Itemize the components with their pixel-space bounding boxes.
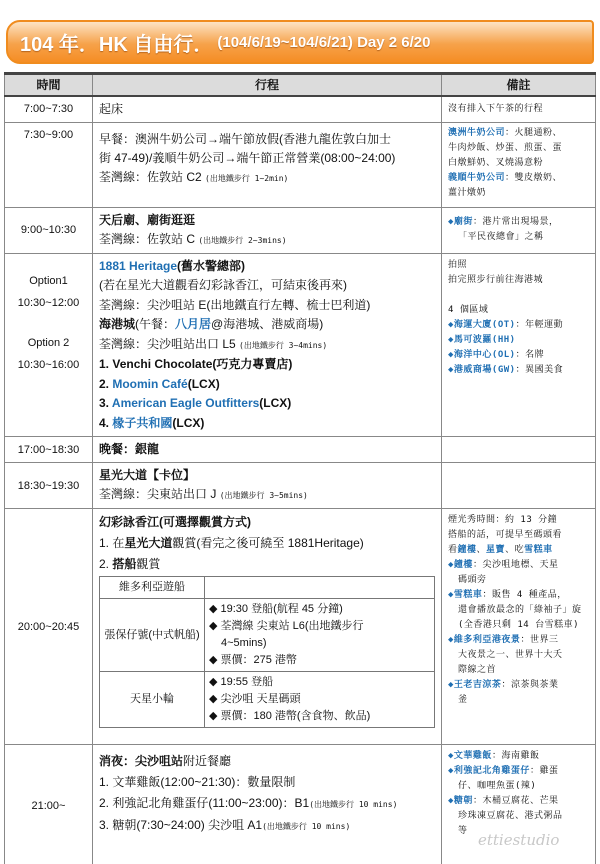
note-text: 「平民夜總會」之稱 xyxy=(458,232,544,242)
note-place: 王老吉涼茶 xyxy=(453,680,502,690)
activity-title: 天后廟、廟街逛逛 xyxy=(99,212,196,227)
option-text: 搭船 xyxy=(112,557,137,571)
boat-detail xyxy=(205,672,435,728)
note-line xyxy=(448,348,589,363)
table-row xyxy=(5,463,596,509)
note-text: 、 xyxy=(476,545,487,555)
list-item xyxy=(99,414,435,434)
list-item xyxy=(99,555,435,574)
note-line xyxy=(448,678,589,693)
note-line xyxy=(448,126,589,141)
diamond-bullet-icon: ◆ xyxy=(448,560,454,570)
table-row xyxy=(5,96,596,123)
note-text: 仔、咖哩魚蛋(辣) xyxy=(458,781,537,791)
option-place: 星光大道 xyxy=(124,536,173,550)
note-text: 等 xyxy=(458,826,468,836)
note-cell: 沒有排入下午茶的行程 xyxy=(442,96,596,123)
diamond-bullet-icon: ◆ xyxy=(448,334,454,345)
shop-name: American Eagle Outfitters xyxy=(111,396,260,410)
option-text: 觀賞 xyxy=(136,557,161,571)
note-place: 澳洲牛奶公司 xyxy=(448,127,506,138)
note-text: 白燉鮮奶、叉燒湯意粉 xyxy=(448,157,544,168)
mrt-text: 荃灣線：尖沙咀站出口 L5 xyxy=(99,336,236,351)
mrt-line xyxy=(99,485,435,505)
note-line xyxy=(448,588,589,603)
option-text: 觀賞(看完之後可繞至 1881Heritage) xyxy=(172,536,364,550)
harbour-city: 海港城 xyxy=(99,317,136,331)
note-text: ：雙皮燉奶、 xyxy=(505,172,563,183)
note-text: 搭船的話，可提早至碼頭看 xyxy=(448,530,563,540)
activity-title: 幻彩詠香江(可選擇觀賞方式) xyxy=(99,515,251,529)
supper-title xyxy=(99,751,435,772)
list-item xyxy=(99,815,435,837)
lunch-location: @海港城、港威商場) xyxy=(211,317,324,331)
activity-title: 星光大道【卡位】 xyxy=(99,468,196,482)
itinerary-cell xyxy=(93,253,442,437)
note-place: 雪糕車 xyxy=(453,590,483,600)
detail-text: 4~5mins) xyxy=(221,637,267,649)
note-text: 4 個區域 xyxy=(448,304,489,315)
itinerary-cell xyxy=(93,745,442,864)
list-num: 3. xyxy=(99,396,110,410)
note-place: 維多利亞港夜景 xyxy=(453,635,521,645)
zone-name: 港威商場(GW) xyxy=(453,364,516,375)
boat-detail-item: ◆ 票價：180 港幣(含食物、飲品) xyxy=(209,710,371,722)
note-place: 星寶 xyxy=(486,545,506,555)
note-line xyxy=(448,764,589,779)
note-text: (全香港只剩 14 台雪糕車) xyxy=(458,620,580,630)
list-item xyxy=(99,772,435,793)
zone-name: 海洋中心(OL) xyxy=(453,349,516,360)
option-1-time: 10:30~12:00 xyxy=(17,296,80,309)
supper-text: 附近餐廳 xyxy=(183,754,232,768)
boat-detail-item: ◆ 票價：275 港幣 xyxy=(209,654,297,666)
mrt-walk: (出地鐵步行 10 mins) xyxy=(309,800,398,809)
note-place: 廟街 xyxy=(453,217,473,227)
list-item xyxy=(99,534,435,553)
table-row xyxy=(5,253,596,437)
itinerary-cell xyxy=(93,437,442,463)
note-text: 還會播放最念的「綠袖子」旋 xyxy=(458,605,582,615)
mrt-text: 荃灣線：尖沙咀站 E(出地鐵直行左轉、梳士巴利道) xyxy=(99,297,371,312)
diamond-bullet-icon: ◆ xyxy=(448,217,454,227)
note-text: ：世界三 xyxy=(520,635,559,645)
diamond-bullet-icon: ◆ xyxy=(448,349,454,360)
note-line xyxy=(448,171,589,186)
zone-desc: ：年輕運動 xyxy=(515,319,564,330)
zone-desc: ：異國美食 xyxy=(515,364,564,375)
note-text: ：港片常出現場景， xyxy=(472,217,559,227)
boat-row xyxy=(100,672,435,728)
shop-desc: (LCX) xyxy=(187,376,220,391)
note-text: ：販售 4 種產品， xyxy=(482,590,567,600)
note-text: 煙光秀時間：約 13 分鐘 xyxy=(448,515,558,525)
zone-desc: ：名牌 xyxy=(515,349,545,360)
boat-detail xyxy=(205,577,435,599)
restaurant: 糖朝(7:30~24:00) 尖沙咀 A1 xyxy=(112,818,263,832)
mrt-walk: (出地鐵步行 3~5mins) xyxy=(219,491,308,500)
header-row xyxy=(5,74,596,96)
zone-name: 海運大廈(OT) xyxy=(453,319,516,330)
shop-name: 椽子共和國 xyxy=(112,415,173,430)
mrt-walk: (出地鐵步行 1~2min) xyxy=(205,173,289,183)
header-itinerary: 行程 xyxy=(93,74,442,96)
detail-text: 票價：275 港幣 xyxy=(220,654,297,666)
lunch-label: (午餐： xyxy=(135,317,176,331)
time-cell: 9:00~10:30 xyxy=(5,207,93,253)
shop-name: Moomin Café xyxy=(112,376,188,391)
boat-detail-item: ◆ 荃灣線 尖東站 L6(出地鐵步行 xyxy=(209,620,364,632)
note-text: 拍完照步行前往海港城 xyxy=(448,274,544,285)
note-text: ：木桶豆腐花、芒果 xyxy=(472,796,559,806)
note-line xyxy=(448,794,589,809)
boat-category: 維多利亞遊船 xyxy=(100,577,205,599)
option-2-label: Option 2 xyxy=(27,336,70,349)
table-row xyxy=(5,509,596,745)
boat-detail-item: ◆ 19:30 登船(航程 45 分鐘) xyxy=(209,603,343,615)
mrt-text: 荃灣線：佐敦站 C2 xyxy=(99,169,202,184)
note-text: 、吃 xyxy=(505,545,525,555)
note-line xyxy=(448,749,589,764)
detail-text: 票價：180 港幣(含食物、飲品) xyxy=(220,710,371,722)
note-line xyxy=(448,333,589,348)
heritage-line xyxy=(99,257,435,277)
note-text: 牛肉炒飯、炒蛋、煎蛋、蛋 xyxy=(448,142,563,153)
boat-row xyxy=(100,599,435,672)
itinerary-table xyxy=(4,72,596,864)
note-cell xyxy=(442,207,596,253)
mrt-text: 荃灣線：佐敦站 C xyxy=(99,231,196,246)
list-num: 3. xyxy=(99,818,110,832)
time-cell: 7:00~7:30 xyxy=(5,96,93,123)
restaurant: 利強記北角雞蛋仔(11:00~23:00)：B1 xyxy=(112,796,310,810)
shop-desc: (巧克力專賣店) xyxy=(212,357,293,371)
diamond-bullet-icon: ◆ xyxy=(448,364,454,375)
time-cell: 21:00~ xyxy=(5,745,93,864)
note-cell xyxy=(442,509,596,745)
note-place: 文華雞飯 xyxy=(453,751,492,761)
note-cell xyxy=(442,463,596,509)
mrt-text: 荃灣線：尖東站出口 J xyxy=(99,487,217,501)
note-line xyxy=(448,543,589,558)
itinerary-cell xyxy=(93,463,442,509)
shop-desc: (LCX) xyxy=(172,415,205,430)
diamond-bullet-icon: ◆ xyxy=(448,590,454,600)
shop-name: Venchi Chocolate xyxy=(112,357,213,371)
diamond-bullet-icon: ◆ xyxy=(448,319,454,330)
table-row xyxy=(5,437,596,463)
breakfast-line-1: 早餐：澳洲牛奶公司→端午節放假(香港九龍佐敦白加士 xyxy=(99,131,391,146)
note-place: 鐘樓 xyxy=(453,560,473,570)
list-num: 4. xyxy=(99,415,110,430)
note-place: 鐘樓 xyxy=(457,545,477,555)
note-cell xyxy=(442,253,596,437)
note-place: 雪糕車 xyxy=(524,545,553,555)
note-text: ：海南雞飯 xyxy=(491,751,540,761)
note-text: 拍照 xyxy=(448,259,468,270)
list-num: 2. xyxy=(99,796,110,810)
detail-text: 19:55 登船 xyxy=(220,676,274,688)
mrt-line xyxy=(99,335,435,356)
boat-detail-item: ◆ 尖沙咀 天星碼頭 xyxy=(209,693,301,705)
note-line xyxy=(448,633,589,648)
mrt-line xyxy=(99,230,435,250)
mrt-walk: (出地鐵步行 10 mins) xyxy=(262,822,351,831)
boat-name: 天星小輪 xyxy=(100,672,205,728)
note-place: 糖朝 xyxy=(453,796,473,806)
note-text: ：雞蛋 xyxy=(529,766,559,776)
shop-desc: (LCX) xyxy=(259,396,292,410)
header-time: 時間 xyxy=(5,74,93,96)
lunch-place: 八月居 xyxy=(175,317,212,331)
note-cell xyxy=(442,122,596,207)
boat-table xyxy=(99,576,435,728)
note-line xyxy=(448,318,589,333)
itinerary-cell: 起床 xyxy=(93,96,442,123)
title-main: 104 年．HK 自由行． xyxy=(20,33,214,56)
note-text: 看 xyxy=(448,545,458,555)
dinner-place: 銀龍 xyxy=(135,442,160,456)
list-item xyxy=(99,793,435,815)
mrt-walk: (出地鐵步行 3~4mins) xyxy=(239,340,328,350)
note-text: 珍珠凍豆腐花、港式粥品 xyxy=(458,811,563,821)
note-line xyxy=(448,558,589,573)
detail-text: 荃灣線 尖東站 L6(出地鐵步行 xyxy=(220,620,364,632)
list-item xyxy=(99,355,435,375)
boat-detail xyxy=(205,599,435,672)
note-text: 碼頭旁 xyxy=(458,575,487,585)
option-2-time: 10:30~16:00 xyxy=(17,358,80,371)
boat-row xyxy=(100,577,435,599)
diamond-bullet-icon: ◆ xyxy=(448,635,454,645)
table-row xyxy=(5,122,596,207)
option-text: 在 xyxy=(112,536,125,550)
header-notes: 備註 xyxy=(442,74,596,96)
watermark: ettiestudio xyxy=(478,831,560,849)
note-text: 釜 xyxy=(458,695,468,705)
breakfast-line-2: 街 47-49)/義順牛奶公司→端午節正常營業(08:00~24:00) xyxy=(99,150,396,165)
heritage-sub: (舊水警總部) xyxy=(177,258,246,273)
list-item xyxy=(99,394,435,414)
page-title xyxy=(6,20,594,64)
boat-detail-item: ◆ 19:55 登船 xyxy=(209,676,274,688)
diamond-bullet-icon: ◆ xyxy=(448,796,454,806)
note-text: 薑汁燉奶 xyxy=(448,187,487,198)
note-text: 際線之首 xyxy=(458,665,497,675)
table-row xyxy=(5,207,596,253)
time-cell: 17:00~18:30 xyxy=(5,437,93,463)
time-cell: 20:00~20:45 xyxy=(5,509,93,745)
list-num: 1. xyxy=(99,357,110,371)
heritage-title: 1881 Heritage xyxy=(99,258,178,273)
note-place: 利強記北角雞蛋仔 xyxy=(453,766,530,776)
mrt-walk: (出地鐵步行 2~3mins) xyxy=(198,235,287,245)
breakfast-mrt xyxy=(99,168,435,188)
boat-name: 張保仔號(中式帆船) xyxy=(100,599,205,672)
note-place: 義順牛奶公司 xyxy=(448,172,506,183)
list-num: 1. xyxy=(99,775,110,789)
note-text: ：火腿通粉、 xyxy=(505,127,563,138)
supper-label: 消夜：尖沙咀站 xyxy=(99,754,184,768)
diamond-bullet-icon: ◆ xyxy=(448,766,454,776)
time-cell: 18:30~19:30 xyxy=(5,463,93,509)
time-cell: 7:30~9:00 xyxy=(5,122,93,207)
list-num: 2. xyxy=(99,557,110,571)
detail-text: 尖沙咀 天星碼頭 xyxy=(220,693,301,705)
list-item xyxy=(99,375,435,395)
option-1-label: Option1 xyxy=(29,274,68,287)
diamond-bullet-icon: ◆ xyxy=(448,680,454,690)
diamond-bullet-icon: ◆ xyxy=(448,751,454,761)
heritage-tip: (若在星光大道觀看幻彩詠香江，可結束後再來) xyxy=(99,278,347,292)
itinerary-cell xyxy=(93,122,442,207)
dinner-label: 晚餐： xyxy=(99,442,136,456)
harbour-city-line xyxy=(99,315,435,335)
note-text: ：涼茶與茶業 xyxy=(501,680,559,690)
note-line xyxy=(448,363,589,378)
title-dates: (104/6/19~104/6/21) Day 2 6/20 xyxy=(217,33,431,51)
note-text: ：尖沙咀地標、天星 xyxy=(472,560,559,570)
list-num: 1. xyxy=(99,536,110,550)
detail-text: 19:30 登船(航程 45 分鐘) xyxy=(220,603,343,615)
restaurant: 文華雞飯(12:00~21:30)：數量限制 xyxy=(112,775,296,789)
note-text: 大夜景之一、世界十大夭 xyxy=(458,650,563,660)
note-line xyxy=(448,215,589,230)
zone-name: 馬可波羅(HH) xyxy=(453,334,516,345)
list-num: 2. xyxy=(99,376,110,391)
itinerary-cell xyxy=(93,207,442,253)
itinerary-cell xyxy=(93,509,442,745)
time-cell xyxy=(5,253,93,437)
note-cell xyxy=(442,437,596,463)
